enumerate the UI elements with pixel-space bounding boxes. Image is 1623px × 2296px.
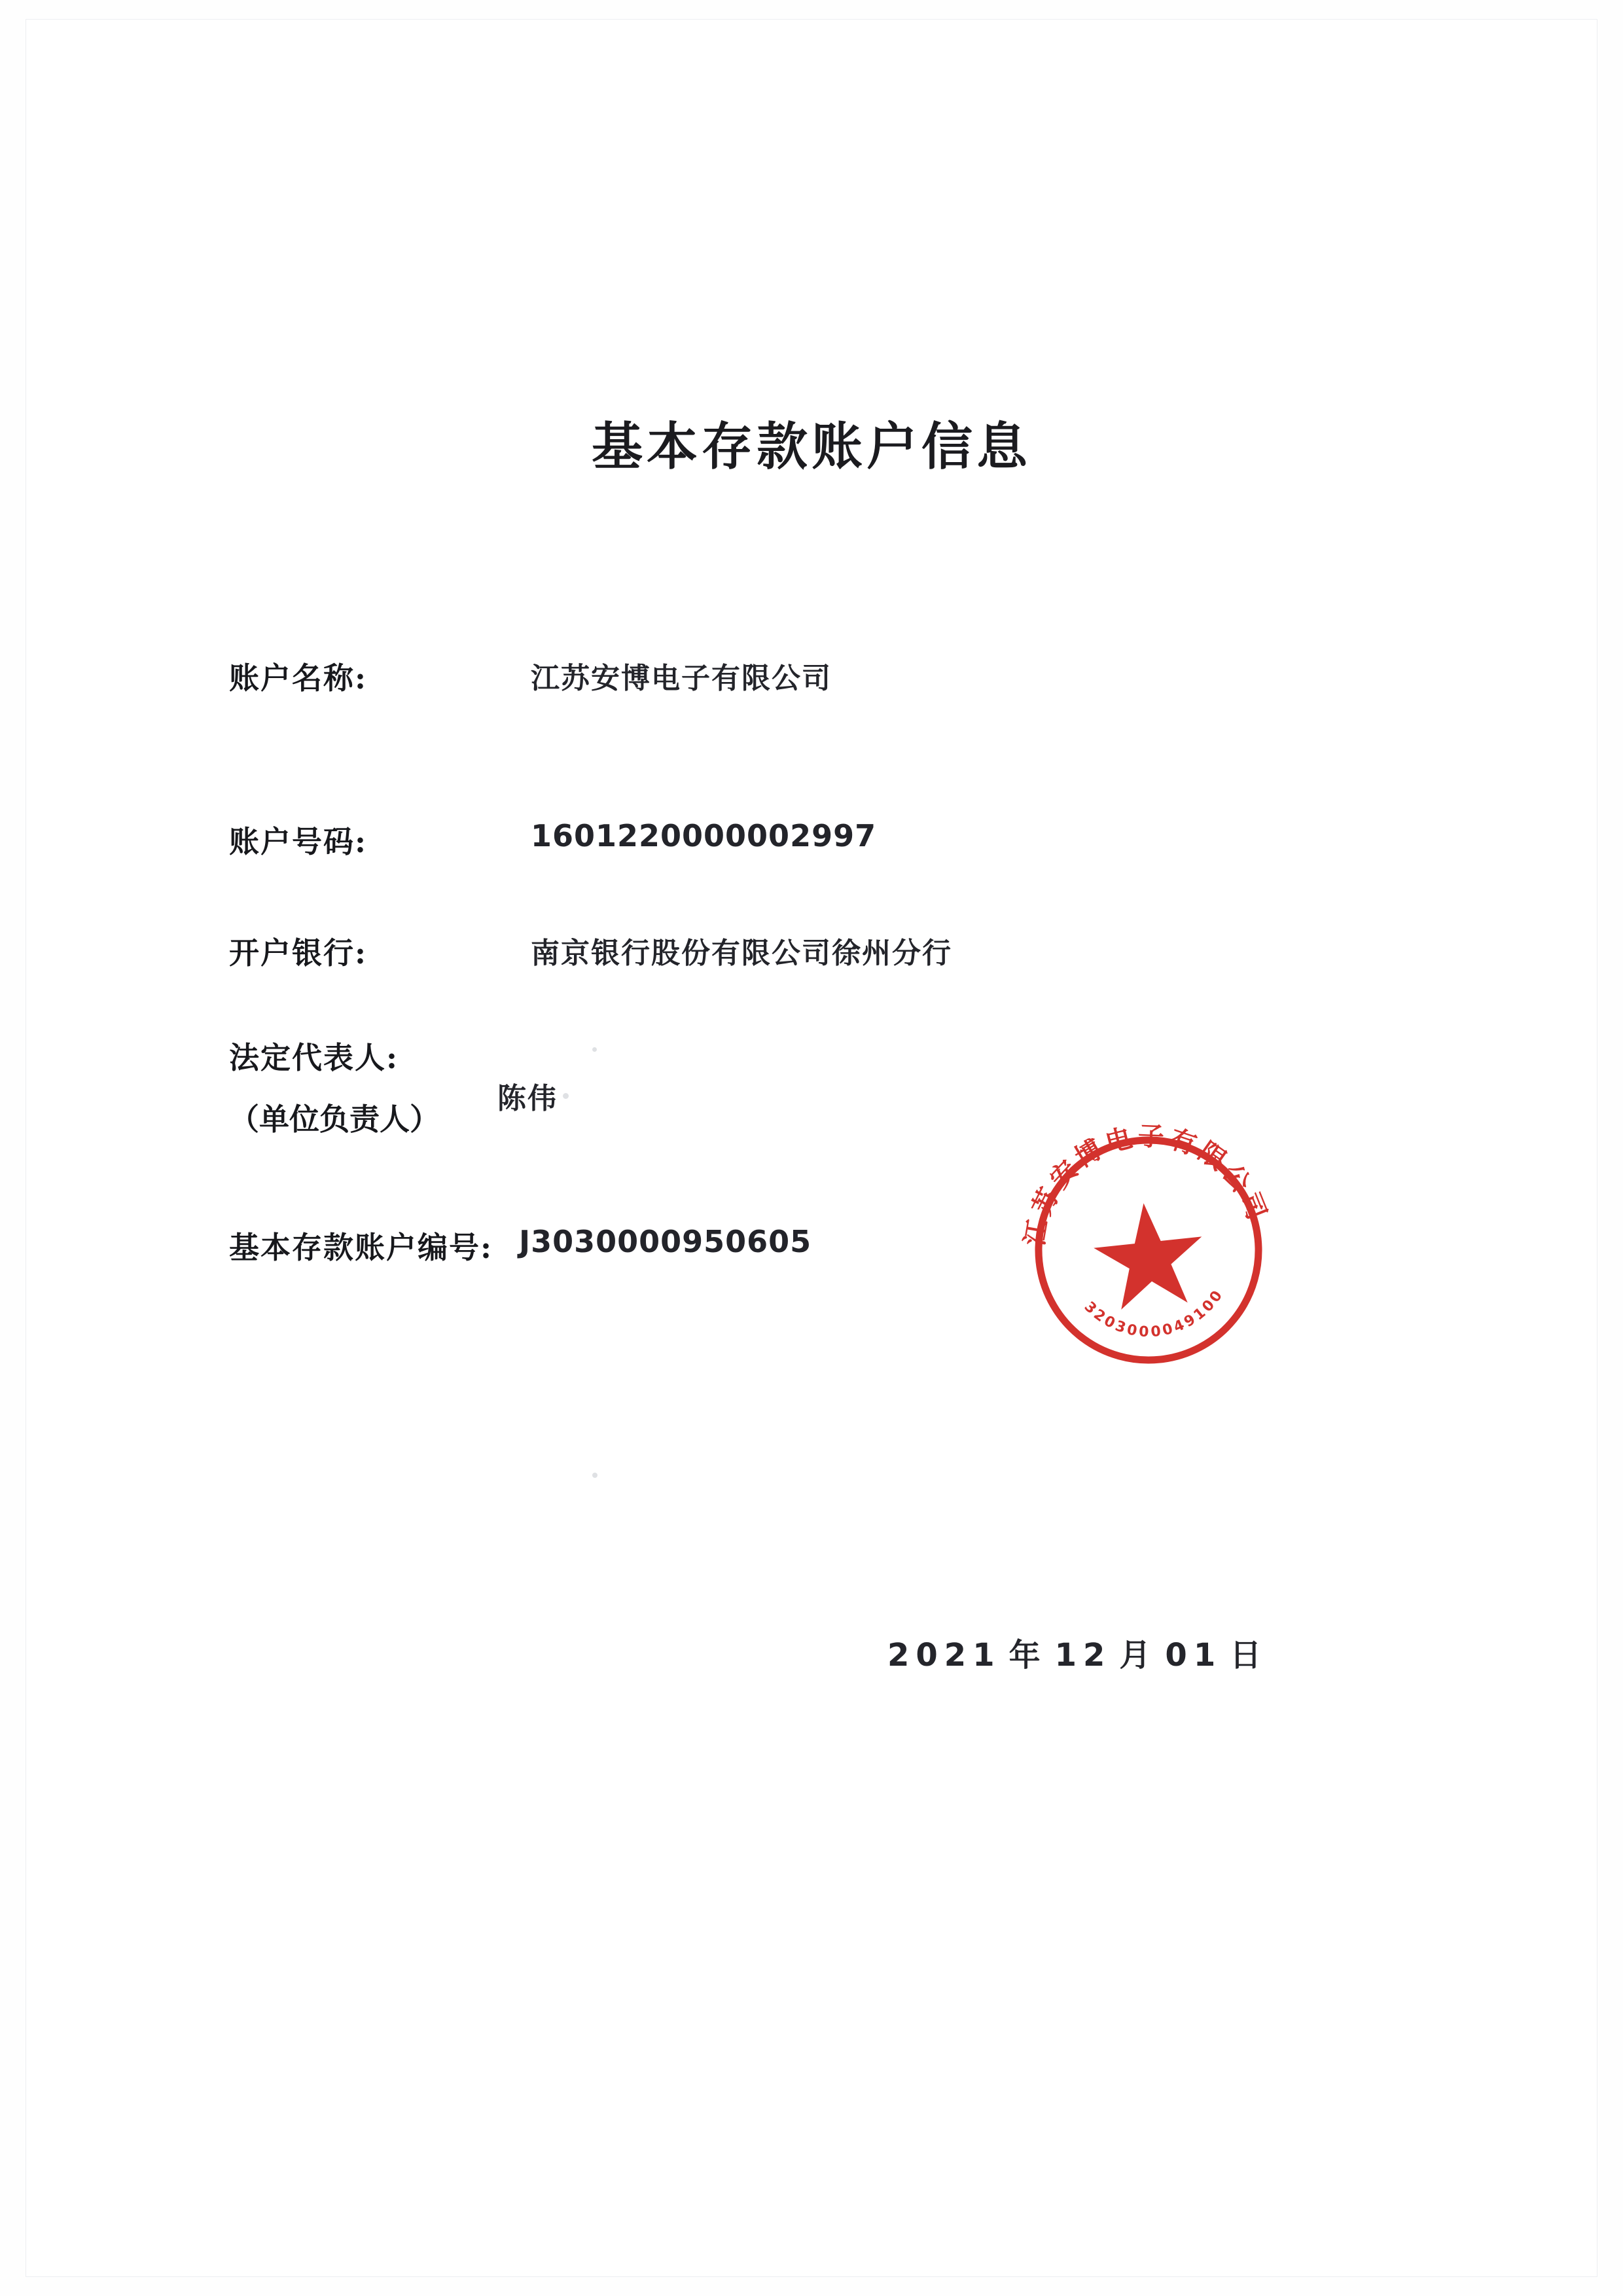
field-bank-name: [229, 929, 952, 973]
company-seal-stamp: [990, 1092, 1307, 1408]
date-month-unit: 月: [1119, 1637, 1158, 1674]
date-year-unit: 年: [1008, 1637, 1047, 1674]
field-label-legal-representative: 法定代表人:: [229, 1040, 399, 1075]
field-value-account-number: 1601220000002997: [530, 818, 877, 853]
field-account-number: [229, 818, 876, 861]
field-label-account-number: 账户号码:: [229, 824, 367, 859]
seal-bottom-text: 3203000049100: [1080, 1285, 1228, 1341]
page-title: 基本存款账户信息: [591, 417, 1031, 476]
date-day: 01: [1165, 1637, 1222, 1674]
field-label-legal-representative-sub: （单位负责人）: [229, 1102, 440, 1137]
field-value-basic-account-code: J3030000950605: [518, 1224, 812, 1259]
field-label-account-name: 账户名称:: [229, 660, 367, 696]
field-legal-representative: [229, 1034, 1080, 1139]
field-value-bank-name: 南京银行股份有限公司徐州分行: [530, 937, 952, 970]
signature-date: [883, 1630, 1272, 1675]
scan-speckle: [563, 1093, 569, 1099]
seal-top-text: 江苏安博电子有限公司: [1018, 1121, 1274, 1249]
field-label-bank-name: 开户银行:: [229, 935, 367, 971]
scan-speckle: [592, 1047, 597, 1052]
date-month: 12: [1054, 1637, 1112, 1674]
field-value-legal-representative: 陈伟: [497, 1082, 558, 1115]
scan-speckle: [592, 1473, 597, 1478]
field-label-legal-wrap: [229, 1034, 491, 1139]
field-label-basic-account-code: 基本存款账户编号:: [229, 1230, 493, 1265]
field-account-name: [229, 655, 832, 698]
field-value-account-name: 江苏安博电子有限公司: [530, 662, 832, 695]
date-year: 2021: [887, 1637, 1001, 1674]
page-sheet: [26, 20, 1597, 2276]
date-day-unit: 日: [1230, 1637, 1268, 1674]
field-basic-account-code: [229, 1224, 812, 1267]
